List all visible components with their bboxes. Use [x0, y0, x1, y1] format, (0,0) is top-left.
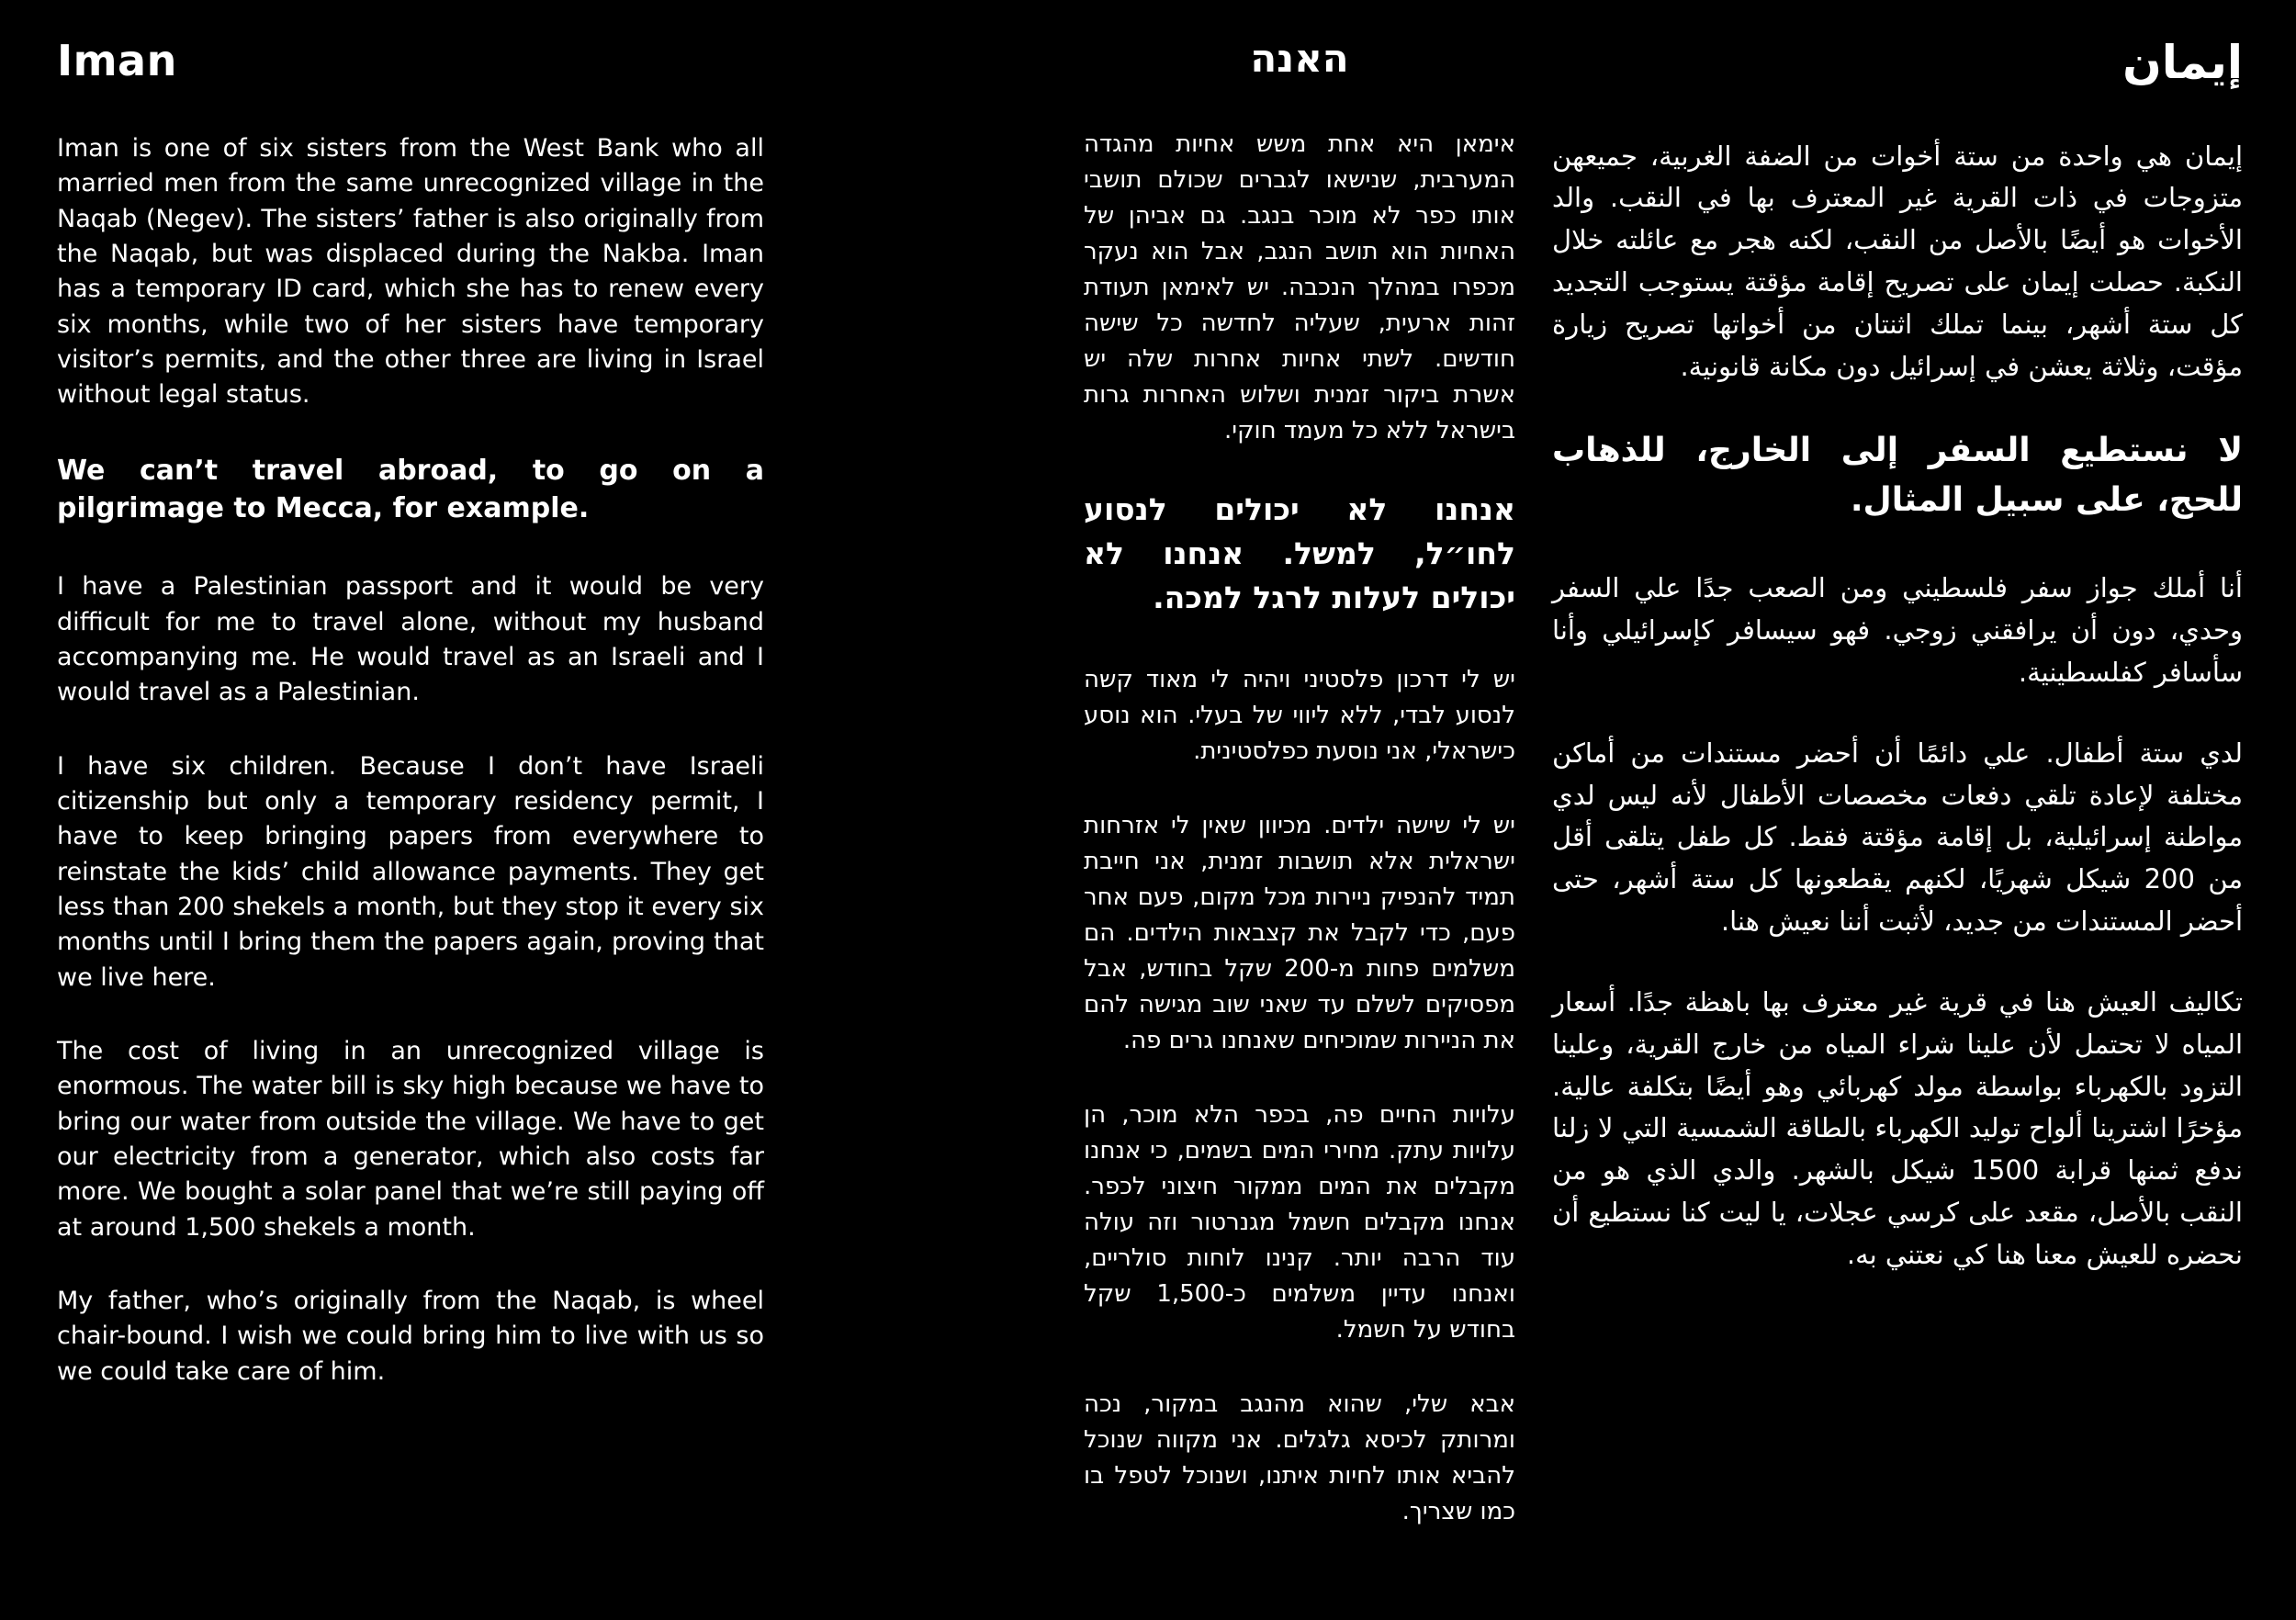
arabic-title: إيمان: [2122, 36, 2243, 89]
english-paragraph-children: I have six children. Because I don’t have Israeli citizenship but only a temporary residency permit, I have to keep bringing papers from everywhere to reinstate the kids’ child allowance payments. They get less than 200 shekels a month, but they stop it every six months until I bring them the papers again, proving that we live here.: [57, 751, 764, 992]
hebrew-paragraph-father: אבא שלי, שהוא מהנגב במקור, נכה ומרותק לכיסא גלגלים. אני מקווה שנוכל להביא אותו לחיות איתנו, ושנוכל לטפל בו כמו שצריך.: [1084, 1389, 1515, 1525]
hebrew-paragraph-passport: יש לי דרכון פלסטיני ויהיה לי מאוד קשה לנסוע לבדי, ללא ליווי של בעלי. הוא נוסע כישראלי, אני נוסעת כפלסטינית.: [1084, 665, 1515, 765]
hebrew-paragraph-intro: אימאן היא אחת משש אחיות מהגדה המערבית, שנישאו לגברים שכולם תושבי אותו כפר לא מוכר בנגב. גם אביהן של האחיות הוא תושב הנגב, אבל הוא נעקר מכפרו במהלך הנכבה. יש לאימאן תעודת זהות ארעית, שעליה לחדשה כל שישה חודשים. לשתי אחיות אחרות שלה יש אשרת ביקור זמנית ושלוש האחרות גרות בישראל ללא כל מעמד חוקי.: [1084, 130, 1515, 445]
hebrew-paragraph-cost-of-living: עלויות החיים פה, בכפר הלא מוכר, הן עלויות עתק. מחירי המים בשמים, כי אנחנו מקבלים את המים ממקור חיצוני לכפר. אנחנו מקבלים חשמל מגנרטור וזה עולה עוד הרבה יותר. קנינו לוחות סולריים, ואנחנו עדיין משלמים כ-1,500 שקל בחודש על חשמל.: [1084, 1100, 1515, 1344]
arabic-paragraph-children: لدي ستة أطفال. علي دائمًا أن أحضر مستندات من أماكن مختلفة لإعادة تلقي دفعات مخصصات الأطفال لأنه ليس لدي مواطنة إسرائيلية، بل إقامة مؤقتة فقط. كل طفل يتلقى أقل من 200 شيكل شهريًا، لكنهم يقطعونها كل ستة أشهر، حتى أحضر المستندات من جديد، لأثبت أننا نعيش هنا.: [1552, 737, 2243, 938]
arabic-paragraph-cost-and-father: تكاليف العيش هنا في قرية غير معترف بها باهظة جدًا. أسعار المياه لا تحتمل لأن علينا شراء المياه من خارج القرية، وعلينا التزود بالكهرباء بواسطة مولد كهربائي وهو أيضًا بتكلفة عالية. مؤخرًا اشترينا ألواح توليد الكهرباء بالطاقة الشمسية التي لا زلنا ندفع ثمنها قرابة 1500 شيكل بالشهر. والدي الذي هو من النقب بالأصل، مقعد على كرسي عجلات، يا ليت كنا نستطيع أن نحضره للعيش معنا هنا كي نعتني به.: [1552, 985, 2243, 1270]
english-title: Iman: [57, 36, 177, 85]
english-pullquote-heading: We can’t travel abroad, to go on a pilgrimage to Mecca, for example.: [57, 454, 764, 524]
column-english: [57, 37, 764, 1428]
english-paragraph-father: My father, who’s originally from the Naqab, is wheel chair-bound. I wish we could bring him to live with us so we could take care of him.: [57, 1286, 764, 1386]
arabic-paragraph-passport: أنا أملك جواز سفر فلسطيني ومن الصعب جدًا علي السفر وحدي، دون أن يرافقني زوجي. فهو سيسافر كإسرائيلي وأنا سأسافر كفلسطينية.: [1552, 572, 2243, 688]
hebrew-pullquote-heading: אנחנו לא יכולים לנסוע לחו״ל, למשל. אנחנו לא יכולים לעלות לרגל למכה.: [1084, 491, 1515, 615]
arabic-paragraph-intro: إيمان هي واحدة من ستة أخوات من الضفة الغربية، جميعهن متزوجات في ذات القرية غير المعترف بها في النقب. والد الأخوات هو أيضًا بالأصل من النقب، لكنه هجر مع عائلته خلال النكبة. حصلت إيمان على تصريح إقامة مؤقتة يستوجب التجديد كل ستة أشهر، بينما تملك اثنتان من أخواتها تصريح زيارة مؤقت، وثلاثة يعشن في إسرائيل دون مكانة قانونية.: [1552, 140, 2243, 382]
column-arabic: [1552, 37, 2243, 1315]
english-paragraph-intro: Iman is one of six sisters from the West Bank who all married men from the same unrecognized village in the Naqab (Negev). The sisters’ father is also originally from the Naqab, but was displaced during the Nakba. Iman has a temporary ID card, which she has to renew every six months, while two of her sisters have temporary visitor’s permits, and the other three are living in Israel without legal status.: [57, 133, 764, 410]
arabic-pullquote-heading: لا نستطيع السفر إلى الخارج، للذهاب للحج، على سبيل المثال.: [1552, 432, 2243, 520]
hebrew-paragraph-children: יש לי שישה ילדים. מכיוון שאין לי אזרחות ישראלית אלא תושבות זמנית, אני חייבת תמיד להנפיק ניירות מכל מקום, פעם אחר פעם, כדי לקבל את קצבאות הילדים. הם משלמים פחות מ-200 שקל בחודש, אבל מפסיקים לשלם עד שאני שוב מגישה להם את הניירות שמוכיחים שאנחנו גרים פה.: [1084, 811, 1515, 1054]
hebrew-title: האנה: [1250, 36, 1349, 81]
english-paragraph-passport: I have a Palestinian passport and it would be very difficult for me to travel alone, without my husband accompanying me. He would travel as an Israeli and I would travel as a Palestinian.: [57, 572, 764, 707]
column-hebrew: [1084, 37, 1515, 1569]
english-paragraph-cost-of-living: The cost of living in an unrecognized village is enormous. The water bill is sky high because we have to bring our water from outside the village. We have to get our electricity from a generator, which also costs far more. We bought a solar panel that we’re still paying off at around 1,500 shekels a month.: [57, 1036, 764, 1242]
